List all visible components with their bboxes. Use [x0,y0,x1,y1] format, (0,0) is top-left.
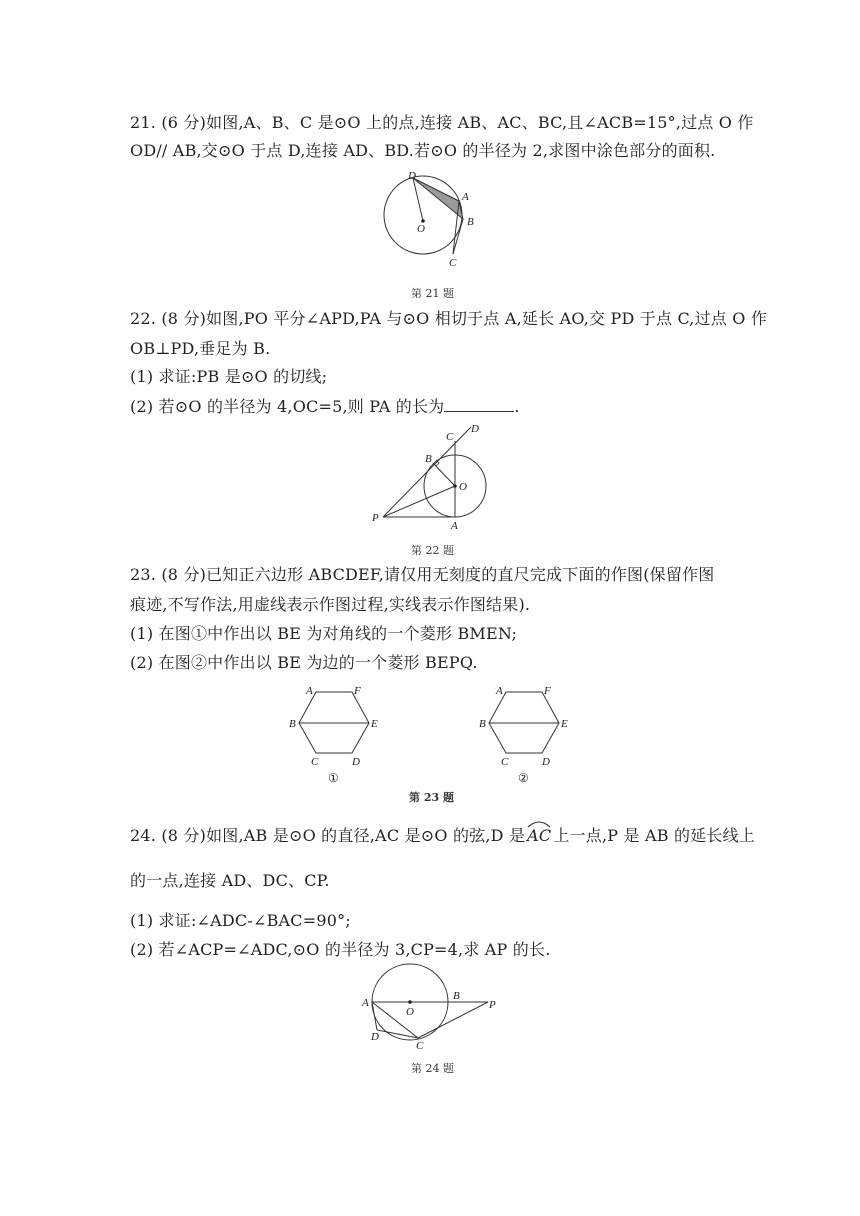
label-c: C [446,431,454,443]
label-f: F [544,685,551,697]
label-c: C [311,756,319,768]
caption-21: 第 21 题 [411,287,454,300]
label-d: D [352,756,360,768]
label-b: B [425,453,432,465]
p24-line-3: (1) 求证:∠ADC-∠BAC=90°; [130,911,351,930]
figure-23-2 [478,683,573,788]
label-p: P [372,512,379,524]
figure-24 [358,962,508,1054]
p22-line-4: (2) 若⊙O 的半径为 4,OC=5,则 PA 的长为 . [130,397,520,416]
label-c: C [501,756,509,768]
mark-1: ① [328,771,339,785]
label-o: O [459,481,467,493]
label-a: A [306,685,313,697]
label-b: B [453,990,460,1002]
caption-24: 第 24 题 [411,1062,454,1075]
figure-23-1 [288,683,383,788]
caption-23: 第 23 题 [409,791,454,804]
label-b: B [467,216,474,228]
figure-22 [365,418,495,530]
label-p: P [489,999,496,1011]
circle-o [384,176,462,254]
p22-line-1: 22. (8 分)如图,PO 平分∠APD,PA 与⊙O 相切于点 A,延长 AO,交 PD 于点 C,过点 O 作 [130,309,768,328]
label-b: B [479,718,486,730]
answer-blank [444,397,514,412]
label-e: E [561,718,568,730]
label-d: D [408,170,416,182]
label-a: A [362,997,369,1009]
mark-2: ② [518,771,529,785]
p24-line-1: 24. (8 分)如图,AB 是⊙O 的直径,AC 是⊙O 的弦,D 是 AC 上一点,P 是 AB 的延长线上 [130,826,755,846]
label-a: A [496,685,503,697]
label-f: F [354,685,361,697]
p23-line-2: 痕迹,不写作法,用虚线表示作图过程,实线表示作图结果). [130,595,531,614]
p21-line-1: 21. (6 分)如图,A、B、C 是⊙O 上的点,连接 AB、AC、BC,且∠ACB=15°,过点 O 作 [130,113,754,132]
arc-ac-label: AC [527,826,551,845]
p23-line-1: 23. (8 分)已知正六边形 ABCDEF,请仅用无刻度的直尺完成下面的作图(保留作图 [130,565,715,584]
label-c: C [449,257,457,269]
label-a: A [451,520,458,532]
label-b: B [289,718,296,730]
shaded-region [413,178,463,219]
label-a: A [462,191,469,203]
p23-line-4: (2) 在图②中作出以 BE 为边的一个菱形 BEPQ. [130,653,478,672]
label-d: D [542,756,550,768]
caption-22: 第 22 题 [411,544,454,557]
label-d: D [371,1031,379,1043]
label-o: O [417,223,425,235]
label-c: C [416,1040,424,1052]
p22-line-2: OB⊥PD,垂足为 B. [130,339,271,358]
p24-line-2: 的一点,连接 AD、DC、CP. [130,871,330,890]
label-d: D [471,423,479,435]
p21-line-2: OD// AB,交⊙O 于点 D,连接 AD、BD.若⊙O 的半径为 2,求图中涂色部分的面积. [130,141,716,160]
p23-line-3: (1) 在图①中作出以 BE 为对角线的一个菱形 BMEN; [130,624,518,643]
label-o: O [406,1006,414,1018]
p24-line-4: (2) 若∠ACP=∠ADC,⊙O 的半径为 3,CP=4,求 AP 的长. [130,940,551,959]
p22-line-3: (1) 求证:PB 是⊙O 的切线; [130,367,328,386]
figure-21 [375,168,485,273]
label-e: E [371,718,378,730]
